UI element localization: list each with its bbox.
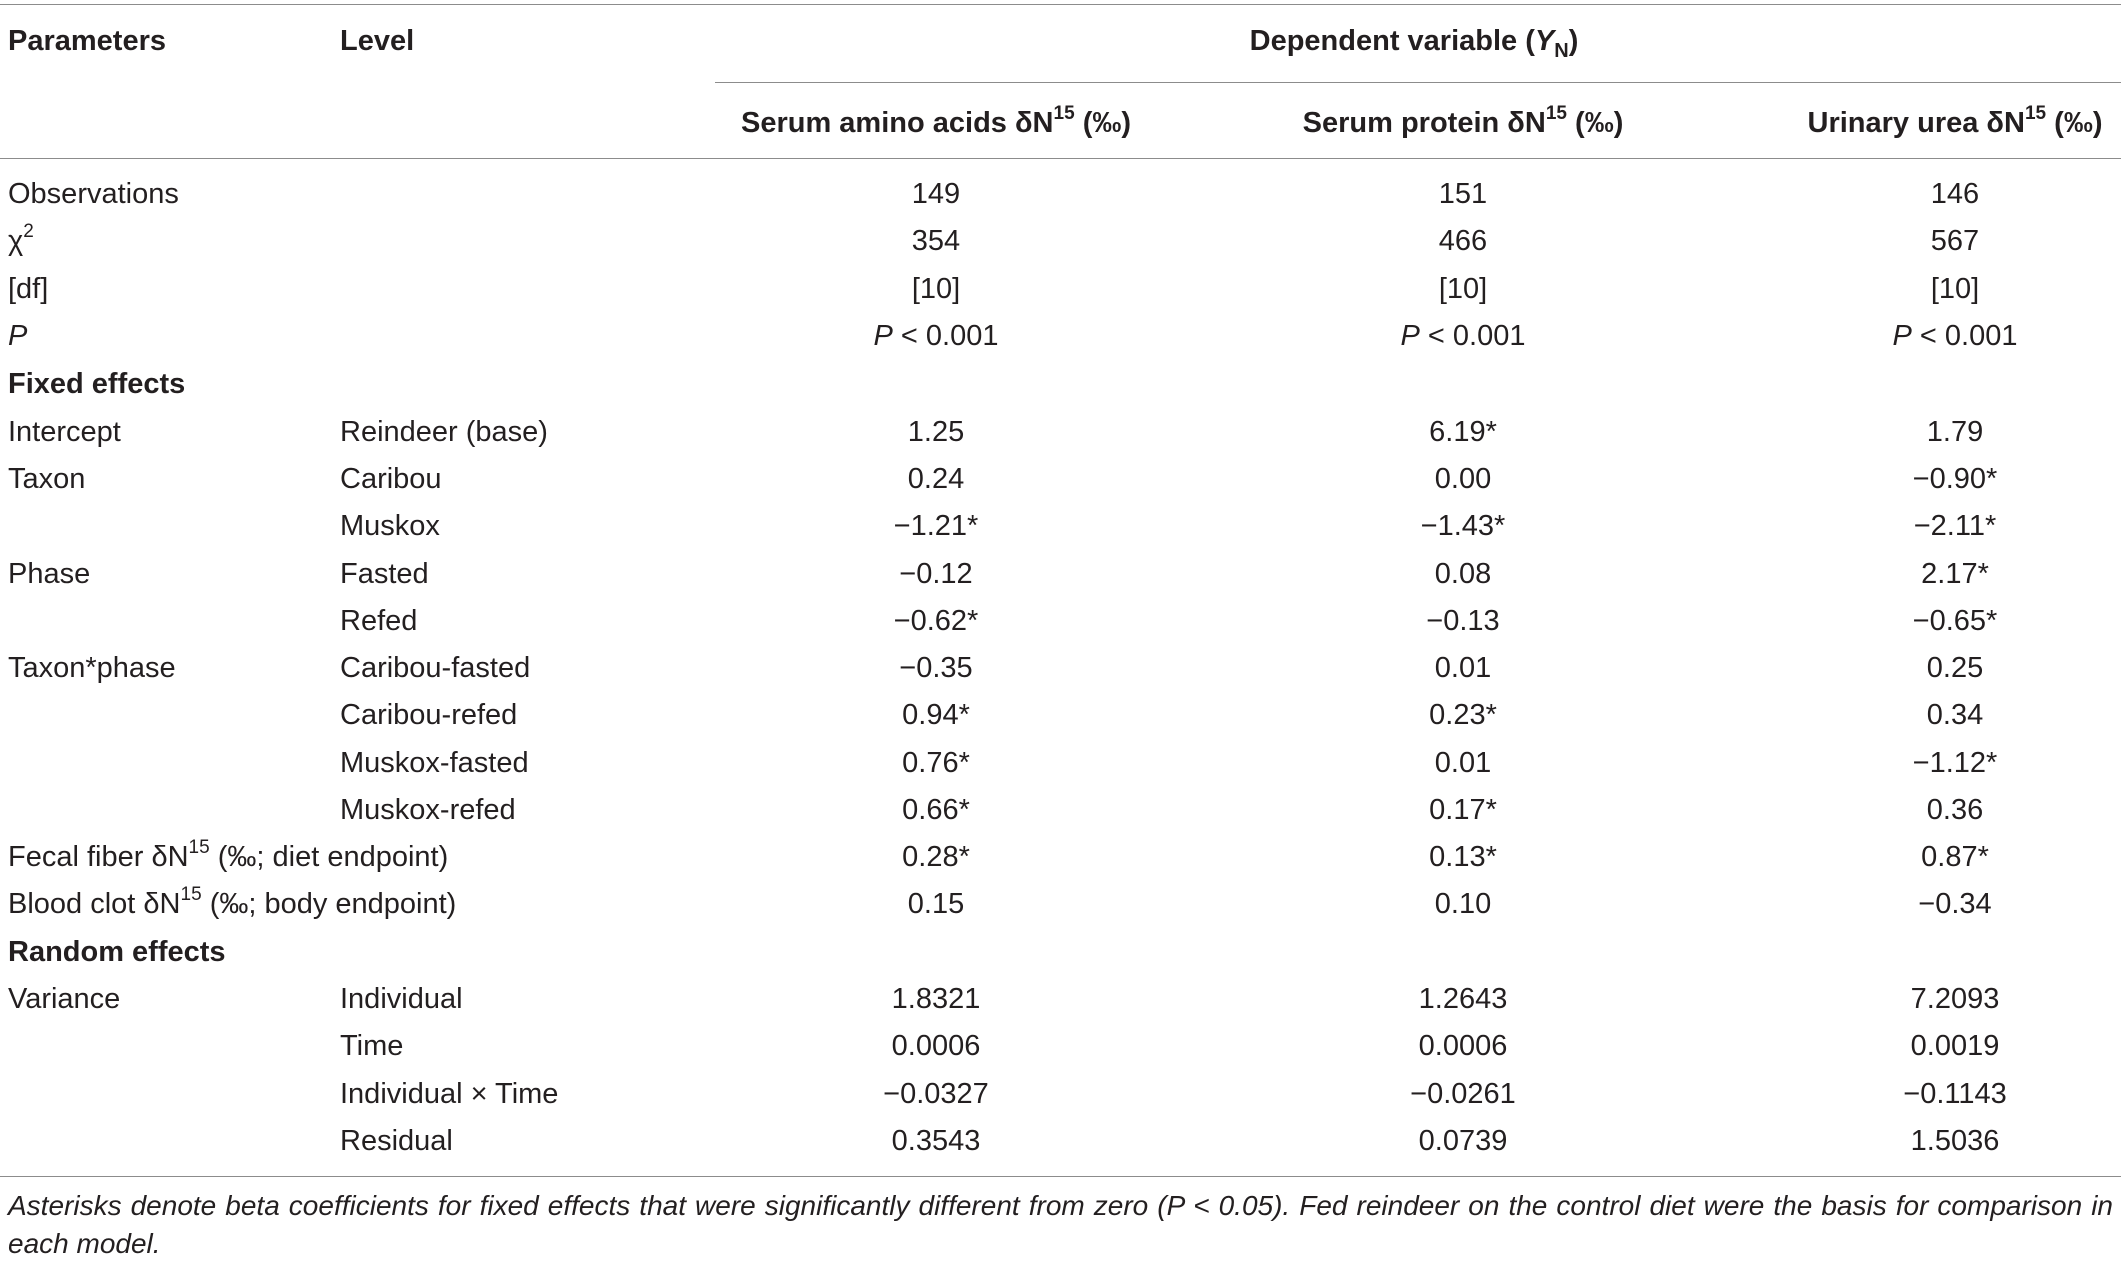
cell-p-value: P < 0.001 — [1400, 320, 1526, 352]
cell-value: 0.10 — [1434, 888, 1492, 920]
cell-value: −0.13 — [1426, 605, 1500, 637]
cell-value: 0.94* — [902, 699, 970, 731]
cell-value: 0.13* — [1429, 841, 1497, 873]
cell-value: 151 — [1438, 178, 1488, 210]
cell-value: 0.0006 — [891, 1030, 981, 1062]
header-dependent-variable: Dependent variable $(Y_N)$ — [1249, 25, 1579, 62]
cell-value: 0.0019 — [1910, 1030, 2000, 1062]
cell-p-value: P < 0.001 — [1892, 320, 2018, 352]
cell-value: 2.17* — [1921, 558, 1989, 590]
param-fecal-fiber: Fecal fiber $\delta N^{15}$ (‰; diet endpoint) — [8, 837, 449, 873]
cell-value: 146 — [1930, 178, 1980, 210]
cell-value: 1.2643 — [1418, 983, 1508, 1015]
level-residual: Residual — [340, 1125, 453, 1157]
dependent-subrule — [715, 82, 2121, 83]
cell-value: 0.28* — [902, 841, 970, 873]
level-muskox: Muskox — [340, 510, 440, 542]
cell-value: 0.66* — [902, 794, 970, 826]
level-caribou-fasted: Caribou-fasted — [340, 652, 531, 684]
cell-value: 1.79 — [1926, 416, 1984, 448]
header-level: Level — [340, 25, 415, 57]
cell-value: −0.0261 — [1410, 1078, 1516, 1110]
cell-value: [10] — [911, 273, 961, 305]
cell-value: 354 — [911, 225, 961, 257]
level-fasted: Fasted — [340, 558, 429, 590]
cell-value: 0.15 — [907, 888, 965, 920]
level-caribou: Caribou — [340, 463, 442, 495]
cell-value: 0.76* — [902, 747, 970, 779]
cell-value: 0.24 — [907, 463, 965, 495]
cell-value: 567 — [1930, 225, 1980, 257]
level-reindeer-base: Reindeer (base) — [340, 416, 548, 448]
bottom-rule — [0, 1176, 2121, 1177]
param-intercept: Intercept — [8, 416, 121, 448]
cell-value: −0.62* — [893, 605, 979, 637]
cell-value: 0.01 — [1434, 652, 1492, 684]
cell-p-value: P < 0.001 — [873, 320, 999, 352]
cell-value: −0.1143 — [1903, 1078, 2007, 1110]
param-variance: Variance — [8, 983, 121, 1015]
cell-value: −0.12 — [899, 558, 973, 590]
table-footnote: Asterisks denote beta coefficients for fixed effects that were significantly different from zero (P < 0.05). Fed reindeer on the control diet were the basis for comparison in each model. — [8, 1190, 2113, 1259]
level-individual: Individual — [340, 983, 463, 1015]
param-phase: Phase — [8, 558, 91, 590]
header-urinary-urea: Urinary urea $\delta N^{15}$ (‰) — [1807, 103, 2103, 139]
cell-value: 0.34 — [1926, 699, 1984, 731]
cell-value: −1.21* — [893, 510, 979, 542]
cell-value: −0.35 — [899, 652, 973, 684]
cell-value: 0.23* — [1429, 699, 1497, 731]
cell-value: 1.25 — [907, 416, 965, 448]
header-serum-amino-acids: Serum amino acids $\delta N^{15}$ (‰) — [740, 103, 1132, 139]
row-observations-label: Observations — [8, 178, 179, 210]
cell-value: 0.87* — [1921, 841, 1989, 873]
cell-value: 466 — [1438, 225, 1488, 257]
level-muskox-refed: Muskox-refed — [340, 794, 516, 826]
header-parameters: Parameters — [8, 25, 166, 57]
param-taxon-phase: Taxon*phase — [8, 652, 176, 684]
header-rule — [0, 158, 2121, 159]
cell-value: −0.90* — [1912, 463, 1998, 495]
cell-value: 0.3543 — [891, 1125, 981, 1157]
cell-value: 0.08 — [1434, 558, 1492, 590]
cell-value: −1.12* — [1912, 747, 1998, 779]
cell-value: 6.19* — [1429, 416, 1497, 448]
cell-value: 0.01 — [1434, 747, 1492, 779]
cell-value: 0.0006 — [1418, 1030, 1508, 1062]
header-serum-protein: Serum protein $\delta N^{15}$ (‰) — [1302, 103, 1624, 139]
cell-value: 0.0739 — [1418, 1125, 1508, 1157]
cell-value: 0.17* — [1429, 794, 1497, 826]
cell-value: 149 — [911, 178, 961, 210]
section-random-effects: Random effects — [8, 936, 226, 968]
top-rule — [0, 4, 2121, 5]
cell-value: 0.25 — [1926, 652, 1984, 684]
level-refed: Refed — [340, 605, 418, 637]
row-chi-square-label: $\chi^2$ — [8, 221, 34, 257]
level-individual-x-time: Individual × Time — [340, 1078, 559, 1110]
cell-value: −1.43* — [1420, 510, 1506, 542]
cell-value: −0.34 — [1918, 888, 1992, 920]
cell-value: −0.65* — [1912, 605, 1998, 637]
row-p-label: P — [8, 320, 28, 352]
cell-value: −2.11* — [1913, 510, 1997, 542]
cell-value: 0.36 — [1926, 794, 1984, 826]
param-taxon: Taxon — [8, 463, 86, 495]
cell-value: −0.0327 — [883, 1078, 989, 1110]
level-muskox-fasted: Muskox-fasted — [340, 747, 529, 779]
cell-value: 1.8321 — [891, 983, 981, 1015]
cell-value: [10] — [1438, 273, 1488, 305]
cell-value: [10] — [1930, 273, 1980, 305]
level-time: Time — [340, 1030, 404, 1062]
cell-value: 7.2093 — [1910, 983, 2000, 1015]
level-caribou-refed: Caribou-refed — [340, 699, 518, 731]
section-fixed-effects: Fixed effects — [8, 368, 186, 400]
cell-value: 0.00 — [1434, 463, 1492, 495]
param-blood-clot: Blood clot $\delta N^{15}$ (‰; body endpoint) — [8, 884, 457, 920]
cell-value: 1.5036 — [1910, 1125, 2000, 1157]
row-df-label: [df] — [8, 273, 49, 305]
